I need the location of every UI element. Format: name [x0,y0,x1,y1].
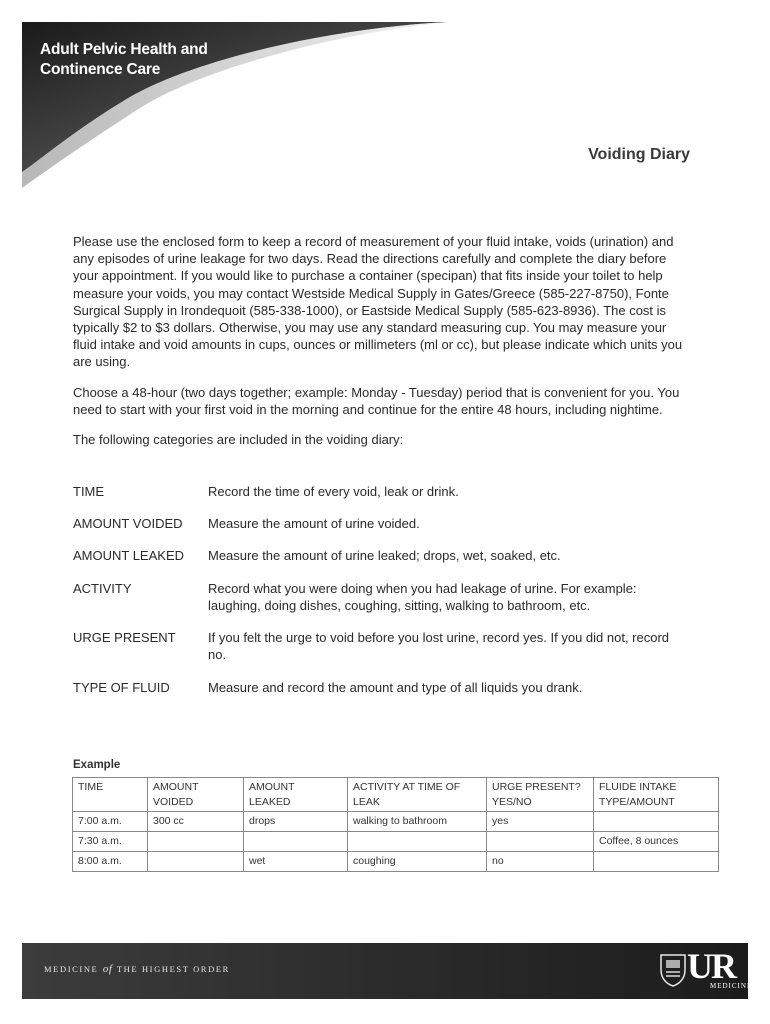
header-cell: ACTIVITY AT TIME OF LEAK [348,778,487,812]
table-cell: 300 cc [148,812,244,832]
category-name: AMOUNT LEAKED [73,548,185,563]
table-cell [244,832,348,852]
header-swoosh [0,0,770,200]
table-cell [348,832,487,852]
category-desc: Measure and record the amount and type of all liquids you drank. [208,680,583,695]
table-row [73,832,719,852]
intro-paragraph-1: Please use the enclosed form to keep a record of measurement of your fluid intake, voids (urination) and any episodes of urine leakage for two days. Read the directions carefully and complete the diary before your appointment. If you would like to purchase a container (specipan) that fits inside your toilet to help measure your voids, you may contact Westside Medical Supply in Gates/Greece (585-227-8750), Fonte Surgical Supply in Irondequoit (585-338-1000), or Eastside Medical Supply (585-623-8936). The cost is typically $2 to $3 dollars. Otherwise, you may use any standard measuring cup. You may measure your fluid intake and void amounts in cups, ounces or millimeters (ml or cc), but please indicate which units you are using. [73,234,683,370]
table-cell: 7:00 a.m. [73,812,148,832]
intro-paragraph-3: The following categories are included in the voiding diary: [73,432,404,448]
footer-band [22,943,753,999]
header-cell: TIME [73,778,148,812]
table-cell: no [487,852,594,872]
page-title: Voiding Diary [588,146,690,163]
table-cell [594,852,719,872]
tagline-part-1: MEDICINE [44,964,99,974]
ur-logo-subtitle: MEDICINE [710,982,753,990]
university-seal-icon [658,952,688,988]
header-cell: URGE PRESENT? YES/NO [487,778,594,812]
category-name: URGE PRESENT [73,630,176,645]
footer-tagline [44,963,230,975]
table-cell [148,852,244,872]
table-cell: 8:00 a.m. [73,852,148,872]
tagline-part-3: THE HIGHEST ORDER [116,964,230,974]
category-name: TYPE OF FLUID [73,680,170,695]
example-label: Example [73,759,121,771]
brand-line-1: Adult Pelvic Health and [40,41,208,58]
category-name: AMOUNT VOIDED [73,516,183,531]
tagline-part-2: of [102,963,113,975]
brand-line-2: Continence Care [40,61,161,78]
category-desc: Measure the amount of urine leaked; drops, wet, soaked, etc. [208,548,561,563]
category-desc: Record what you were doing when you had leakage of urine. For example: laughing, doing dishes, coughing, sitting, walking to bathroom, etc. [208,581,637,614]
category-desc: If you felt the urge to void before you lost urine, record yes. If you did not, record no. [208,630,670,663]
table-cell [594,812,719,832]
table-row [73,812,719,832]
intro-text [73,233,693,461]
category-name: TIME [73,484,105,499]
table-cell: wet [244,852,348,872]
header-cell: FLUIDE INTAKE TYPE/AMOUNT [594,778,719,812]
category-name: ACTIVITY [73,581,132,596]
table-cell: yes [487,812,594,832]
table-cell: Coffee, 8 ounces [594,832,719,852]
table-row [73,852,719,872]
table-cell [148,832,244,852]
table-cell: 7:30 a.m. [73,832,148,852]
intro-paragraph-2: Choose a 48-hour (two days together; example: Monday - Tuesday) period that is convenient for you. You need to start with your first void in the morning and continue for the entire 48 hours, including nightime. [73,384,680,417]
brand-title [40,40,208,80]
header-cell: AMOUNT VOIDED [148,778,244,812]
example-table [72,777,719,872]
category-desc: Measure the amount of urine voided. [208,516,420,531]
table-cell: walking to bathroom [348,812,487,832]
table-cell: coughing [348,852,487,872]
table-cell [487,832,594,852]
header-cell: AMOUNT LEAKED [244,778,348,812]
table-cell: drops [244,812,348,832]
category-desc: Record the time of every void, leak or drink. [208,484,459,499]
ur-logo: UR [687,946,735,986]
table-header-row [73,778,719,812]
